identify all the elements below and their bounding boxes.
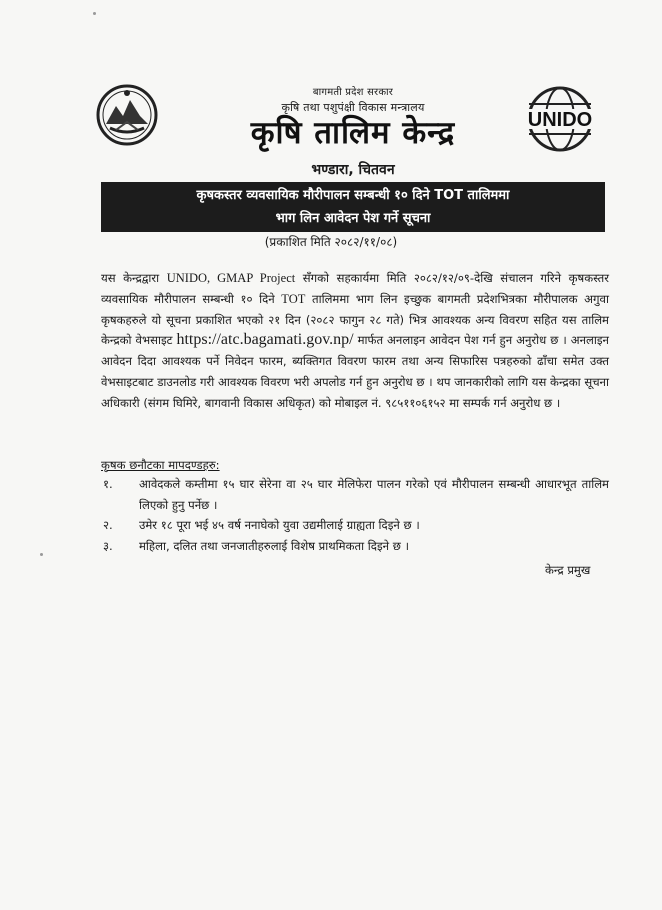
criteria-text: महिला, दलित तथा जनजातीहरुलाई विशेष प्राथमिकता दिइने छ । [139,538,409,553]
criteria-list [101,474,609,556]
criteria-item [101,536,609,557]
government-name: बागमती प्रदेश सरकार [312,87,394,98]
project-name: UNIDO, GMAP Project [166,271,296,285]
organization-title: कृषि तालिम केन्द्र [250,115,456,151]
body-text-3: तालिममा भाग लिन इच्छुक बागमती प्रदेशभित्रका मौरीपालक अगुवा कृषकहरुले यो सूचना प्रकाशित भएको २१ दिन (२०८२ फागुन २८ गते) भित्र आवश्यक अन्य विवरण सहित यस तालिम केन्द्रको वेभसाइट [101,291,609,348]
tot-label: TOT [281,291,306,306]
banner-line-1: कृषकस्तर व्यवसायिक मौरीपालन सम्बन्धी १० दिने TOT तालिममा [196,188,510,203]
publication-date: (प्रकाशित मिति २०८२/११/०८) [264,235,398,249]
body-text-4: मार्फत अनलाइन आवेदन पेश गर्न हुन अनुरोध छ । अनलाइन आवेदन दिदा आवश्यक पर्ने निवेदन फारम, ब्यक्तिगत विवरण फारम तथा अन्य सिफारिस पत्रहरुको ढाँचा समेत उक्त वेभसाइटबाट डाउनलोड गरी आवश्यक विवरण भरी अपलोड गर्न हुन अनुरोध छ । थप जानकारीको लागि यस केन्द्रका सूचना अधिकारी (संगम घिमिरे, बागवानी विकास अधिकृत) को मोबाइल नं. ९८५११०६१५२ मा सम्पर्क गर्न अनुरोध छ । [101,333,609,410]
criteria-text: आवेदकले कम्तीमा १५ घार सेरेना वा २५ घार मेलिफेरा पालन गरेको एवं मौरीपालन सम्बन्धी आधारभूत तालिम लिएको हुनु पर्नेछ । [139,477,609,512]
banner-line-2: भाग लिन आवेदन पेश गर्ने सूचना [275,211,431,226]
criteria-item [101,515,609,536]
website-link[interactable]: https://atc.bagamati.gov.np/ [176,331,354,349]
body-text-1: यस केन्द्रद्वारा [101,271,167,285]
criteria-number: १. [103,477,113,491]
scan-speck [93,12,96,15]
criteria-number: २. [103,518,113,532]
unido-logo-text: UNIDO [527,109,593,131]
scan-speck [40,553,43,556]
organization-location: भण्डारा, चितवन [311,162,395,178]
criteria-text: उमेर १८ पूरा भई ४५ वर्ष ननाघेको युवा उद्यमीलाई ग्राह्यता दिइने छ । [139,518,420,532]
ministry-name: कृषि तथा पशुपंक्षी विकास मन्त्रालय [281,101,425,114]
criteria-item [101,474,609,515]
body-text-2: सँगको सहकार्यमा मिति २०८२/१२/०९-देखि संचालन गरिने कृषकस्तर व्यवसायिक मौरीपालन सम्बन्धी १० दिने [101,271,609,306]
notice-body [101,268,609,414]
notice-banner [101,182,605,232]
criteria-number: ३. [103,538,113,553]
criteria-heading: कृषक छनौटका मापदण्डहरु: [101,458,220,472]
signature: केन्द्र प्रमुख [545,563,591,577]
